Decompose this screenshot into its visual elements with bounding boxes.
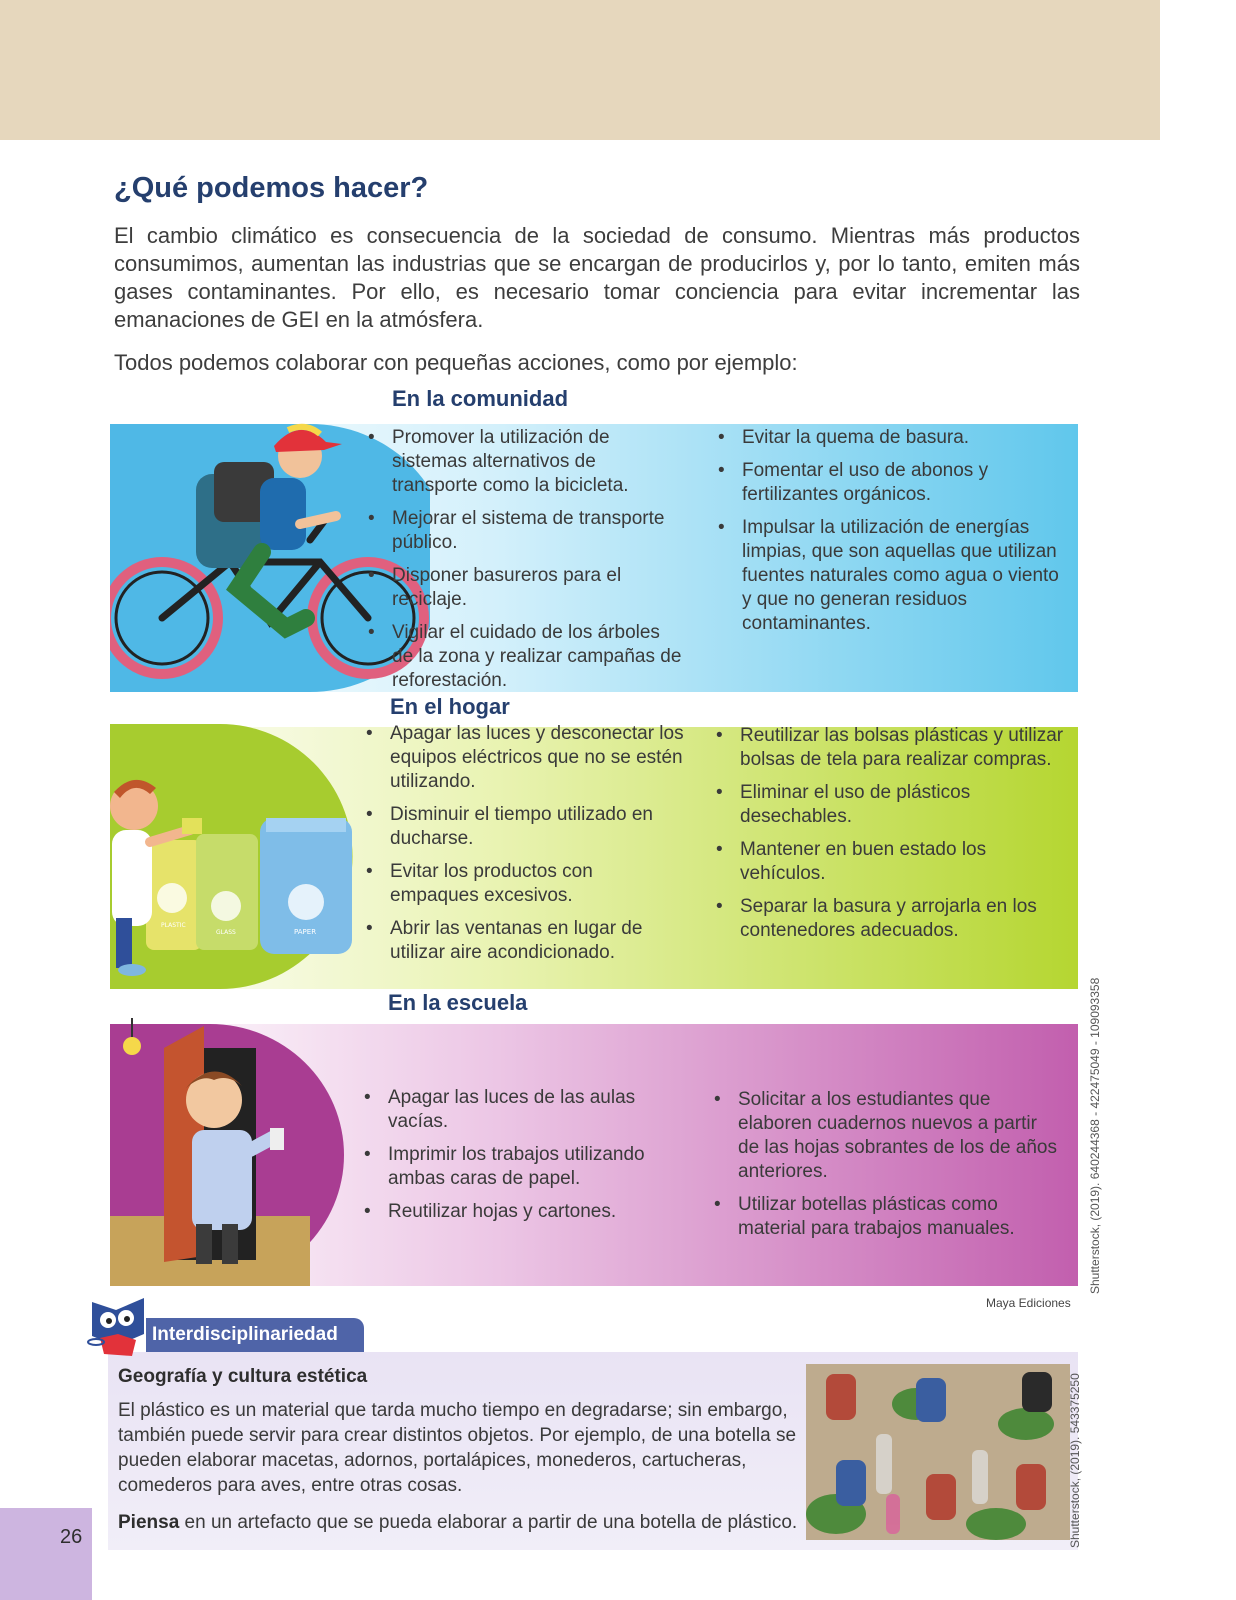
interdisciplinary-text: El plástico es un material que tarda mucho tiempo en degradarse; sin embargo, también puede servir para crear distintos objetos. Por ejemplo, de una botella se pueden elaborar macetas, adornos, portalápices, monederos, cartucheras, comederos para aves, entre otras cosas. <box>118 1400 797 1496</box>
escuela-list-right <box>712 1088 1062 1250</box>
image-credit-vertical-bottom: Shutterstock, (2019). 543375250 <box>1068 1373 1082 1548</box>
classroom-door-illustration <box>110 1018 350 1286</box>
section-title-comunidad: En la comunidad <box>392 386 569 411</box>
list-item: • Apagar las luces de las aulas vacías. <box>362 1086 682 1134</box>
section-title-hogar: En el hogar <box>390 694 510 719</box>
list-item: • Utilizar botellas plásticas como material para trabajos manuales. <box>712 1193 1062 1241</box>
image-credit-vertical-top: Shutterstock, (2019). 640244368 - 422475049 - 109093358 <box>1088 977 1102 1294</box>
hogar-list-right <box>714 724 1064 952</box>
hogar-list-left <box>364 722 684 974</box>
intro-paragraph: El cambio climático es consecuencia de la sociedad de consumo. Mientras más productos consumimos, aumentan las industrias que se encargan de producirlos y, por lo tanto, emiten más gases contaminantes. Por ello, es necesario tomar conciencia para evitar incrementar las emanaciones de GEI en la atmósfera. <box>114 223 1080 332</box>
list-item: • Fomentar el uso de abonos y fertilizantes orgánicos. <box>716 459 1066 507</box>
recycling-illustration <box>110 722 360 989</box>
list-item: • Evitar los productos con empaques excesivos. <box>364 860 684 908</box>
interdisciplinary-subtitle: Geografía y cultura estética <box>118 1366 368 1387</box>
page-right-edge <box>1160 0 1236 1600</box>
list-item: • Evitar la quema de basura. <box>716 426 1066 450</box>
list-item: • Imprimir los trabajos utilizando ambas caras de papel. <box>362 1143 682 1191</box>
escuela-list-left <box>362 1086 682 1233</box>
list-item: • Impulsar la utilización de energías limpias, que son aquellas que utilizan fuentes naturales como agua o viento y que no generan residuos contaminantes. <box>716 516 1066 636</box>
comunidad-list-right <box>716 426 1066 645</box>
list-item: • Disponer basureros para el reciclaje. <box>366 564 686 612</box>
list-item: • Solicitar a los estudiantes que elaboren cuadernos nuevos a partir de las hojas sobrantes de los de años anteriores. <box>712 1088 1062 1184</box>
list-item: • Promover la utilización de sistemas alternativos de transporte como la bicicleta. <box>366 426 686 498</box>
comunidad-list-left <box>366 426 686 702</box>
list-item: • Reutilizar hojas y cartones. <box>362 1200 682 1224</box>
list-item: • Abrir las ventanas en lugar de utilizar aire acondicionado. <box>364 917 684 965</box>
page-title: ¿Qué podemos hacer? <box>114 172 429 204</box>
bin-label-paper: PAPER <box>294 928 317 936</box>
page-number-tab <box>0 1508 92 1600</box>
list-item: • Separar la basura y arrojarla en los contenedores adecuados. <box>714 895 1064 943</box>
list-item: • Mejorar el sistema de transporte público. <box>366 507 686 555</box>
list-item: • Mantener en buen estado los vehículos. <box>714 838 1064 886</box>
interdisciplinary-prompt <box>118 1512 797 1534</box>
interdisciplinary-tab-label: Interdisciplinariedad <box>152 1324 338 1345</box>
prompt-text: en un artefacto que se pueda elaborar a partir de una botella de plástico. <box>179 1512 798 1533</box>
section-title-escuela: En la escuela <box>388 990 528 1015</box>
list-item: • Apagar las luces y desconectar los equipos eléctricos que no se estén utilizando. <box>364 722 684 794</box>
page-top-band <box>0 0 1160 140</box>
bin-label-glass: GLASS <box>216 929 236 936</box>
bin-label-plastic: PLASTIC <box>161 922 186 929</box>
book-mascot-icon <box>86 1294 150 1367</box>
list-item: • Vigilar el cuidado de los árboles de la zona y realizar campañas de reforestación. <box>366 621 686 693</box>
list-item: • Eliminar el uso de plásticos desechables. <box>714 781 1064 829</box>
lead-sentence: Todos podemos colaborar con pequeñas acciones, como por ejemplo: <box>114 350 798 375</box>
list-item: • Reutilizar las bolsas plásticas y utilizar bolsas de tela para realizar compras. <box>714 724 1064 772</box>
prompt-keyword: Piensa <box>118 1512 180 1533</box>
list-item: • Disminuir el tiempo utilizado en ducharse. <box>364 803 684 851</box>
image-credit-maya: Maya Ediciones <box>986 1296 1071 1310</box>
page-number: 26 <box>60 1526 83 1548</box>
bottle-crafts-photo <box>806 1364 1070 1540</box>
